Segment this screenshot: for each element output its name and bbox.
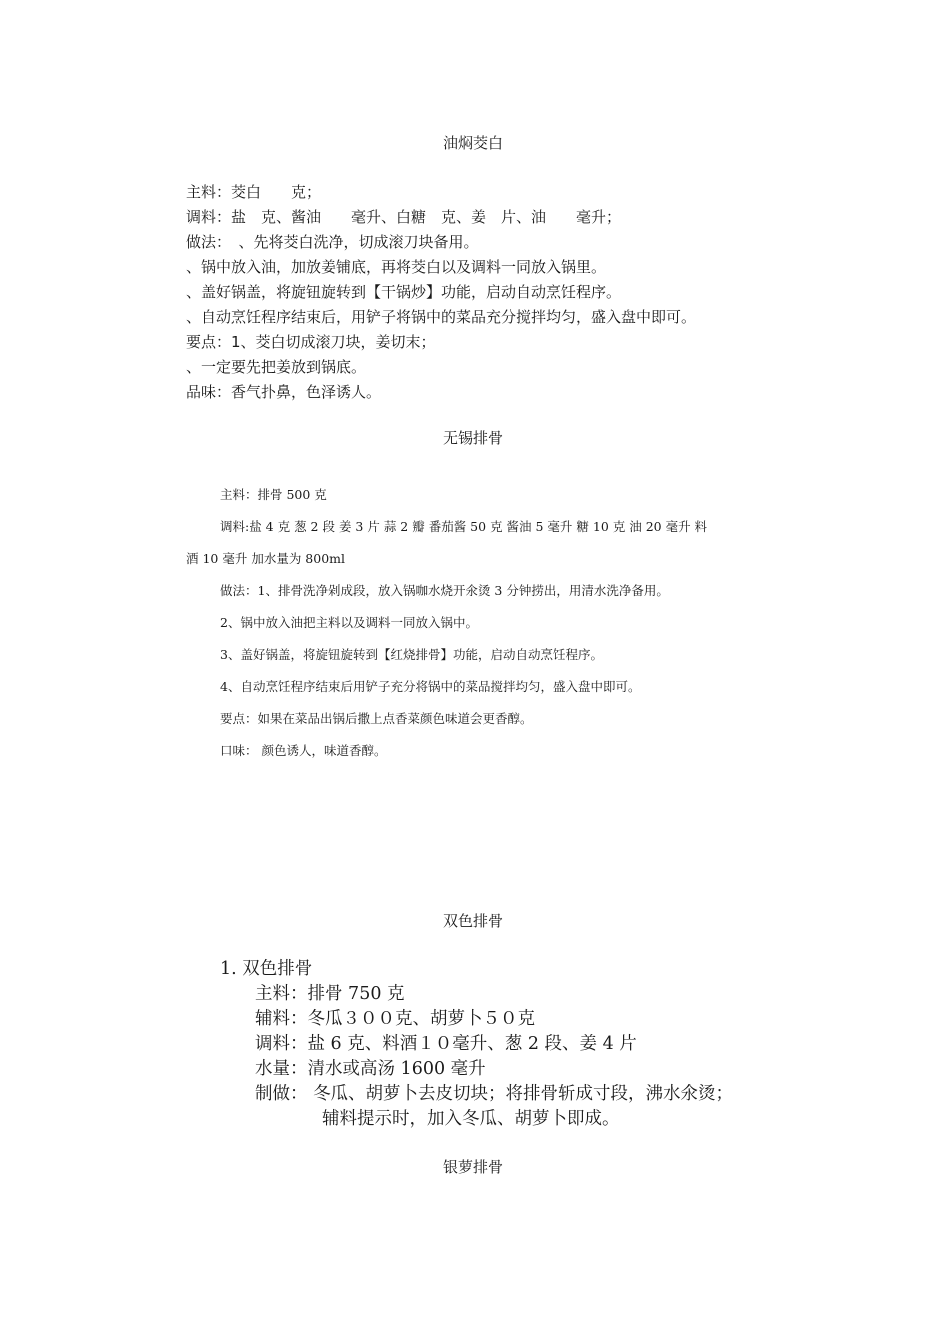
recipe1-line: 、锅中放入油，加放姜铺底，再将茭白以及调料一同放入锅里。 (186, 258, 607, 276)
recipe3-heading: 1. 双色排骨 (220, 959, 313, 979)
recipe1-line: 、盖好锅盖，将旋钮旋转到【干锅炒】功能，启动自动烹饪程序。 (186, 283, 622, 301)
recipe2-line: 2、锅中放入油把主料以及调料一同放入锅中。 (220, 615, 478, 630)
recipe2-line: 口味： 颜色诱人，味道香醇。 (220, 743, 387, 758)
recipe2-line: 3、盖好锅盖，将旋钮旋转到【红烧排骨】功能，启动自动烹饪程序。 (220, 647, 603, 662)
recipe1-title: 油焖茭白 (443, 134, 504, 152)
recipe2-line: 要点：如果在菜品出锅后撒上点香菜颜色味道会更香醇。 (220, 711, 533, 726)
recipe1-line: 调料：盐 克、酱油 毫升、白糖 克、姜 片、油 毫升； (186, 208, 622, 226)
recipe3-line: 制做： 冬瓜、胡萝卜去皮切块；将排骨斩成寸段，沸水氽烫； (255, 1084, 734, 1104)
recipe3-line: 辅料：冬瓜３００克、胡萝卜５０克 (255, 1009, 535, 1029)
recipe3-title: 双色排骨 (443, 912, 504, 930)
recipe3-line: 辅料提示时，加入冬瓜、胡萝卜即成。 (322, 1109, 620, 1129)
recipe3-line: 主料：排骨 750 克 (255, 984, 405, 1004)
recipe2-line: 做法：1、排骨洗净剁成段，放入锅咖水烧开氽烫 3 分钟捞出，用清水洗净备用。 (220, 583, 669, 598)
recipe2-line: 酒 10 毫升 加水量为 800ml (186, 551, 346, 566)
recipe1-line: 、自动烹饪程序结束后，用铲子将锅中的菜品充分搅拌均匀，盛入盘中即可。 (186, 308, 697, 326)
recipe4-title: 银萝排骨 (443, 1158, 504, 1176)
recipe2-line: 调料:盐 4 克 葱 2 段 姜 3 片 蒜 2 瓣 番茄酱 50 克 酱油 5 毫升 糖 10 克 油 20 毫升 料 (220, 519, 708, 534)
recipe1-line: 做法： 、先将茭白洗净，切成滚刀块备用。 (186, 233, 479, 251)
recipe3-line: 水量：清水或高汤 1600 毫升 (255, 1059, 486, 1079)
recipe1-line: 、一定要先把姜放到锅底。 (186, 358, 367, 376)
recipe1-line: 主料：茭白 克； (186, 183, 322, 201)
recipe1-line: 品味：香气扑鼻，色泽诱人。 (186, 383, 382, 401)
recipe2-line: 主料：排骨 500 克 (220, 487, 327, 502)
recipe2-title: 无锡排骨 (443, 429, 504, 447)
recipe1-line: 要点：1、茭白切成滚刀块，姜切末； (186, 333, 436, 351)
recipe2-line: 4、自动烹饪程序结束后用铲子充分将锅中的菜品搅拌均匀，盛入盘中即可。 (220, 679, 641, 694)
recipe3-line: 调料：盐 6 克、料酒１０毫升、葱 2 段、姜 4 片 (255, 1034, 637, 1054)
